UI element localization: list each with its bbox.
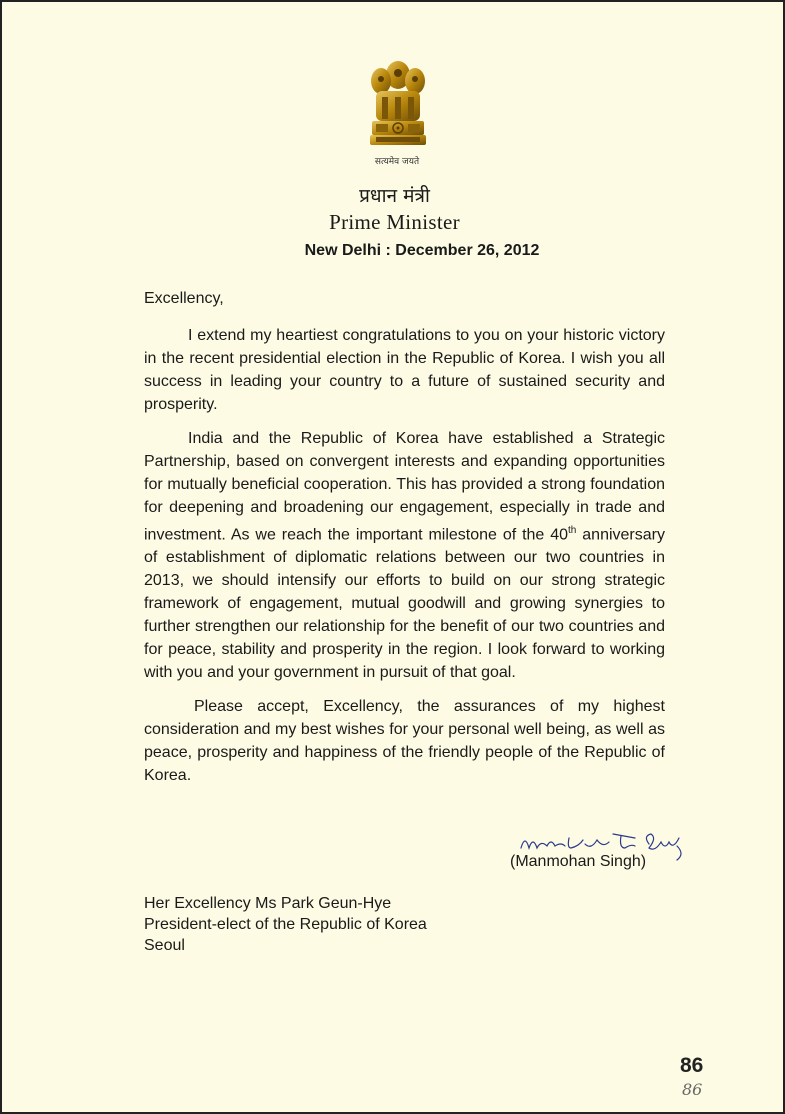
ordinal-suffix: th xyxy=(568,525,577,536)
paragraph-3: Please accept, Excellency, the assurances of my highest consideration and my best wishes for your personal well being, as well as peace, prosperity and happiness of the friendly people of the Republic of Korea. xyxy=(144,698,665,785)
addressee-line-2: President-elect of the Republic of Korea xyxy=(144,916,427,933)
paragraph-2-part-b: anniversary of establishment of diplomatic relations between our two countries in 2013, we should intensify our efforts to build on our strong strategic framework of engagement, mutual goodwill and growing synergies to further strengthen our relationship for the benefit of our two countries and for peace, stability and prosperity in the region. I look forward to working with you and your government in pursuit of that goal. xyxy=(144,526,665,682)
salutation: Excellency, xyxy=(144,290,224,307)
hindi-office-title: प्रधान मंत्री xyxy=(359,185,430,207)
paragraph-1: I extend my heartiest congratulations to you on your historic victory in the recent presidential election in the Republic of Korea. I wish you all success in leading your country to a future of sustained security and prosperity. xyxy=(144,327,665,413)
signatory-name: (Manmohan Singh) xyxy=(510,853,647,870)
paragraph-2-part-a: India and the Republic of Korea have established a Strategic Partnership, based on convergent interests and expanding opportunities for mutually beneficial cooperation. This has provided a strong foundation for deepening and broadening our engagement, especially in trade and investment. As we reach the important milestone of the 40 xyxy=(144,430,665,544)
letter-body xyxy=(144,324,665,798)
addressee-block xyxy=(144,893,427,956)
addressee-line-3: Seoul xyxy=(144,937,185,954)
office-title: Prime Minister xyxy=(329,210,460,234)
place-date: New Delhi : December 26, 2012 xyxy=(304,242,540,259)
state-emblem-icon xyxy=(362,57,434,157)
emblem-motto: सत्यमेव जयते xyxy=(374,157,420,167)
page-number: 86 xyxy=(680,1054,704,1077)
handwritten-page-number: 86 xyxy=(682,1080,703,1099)
addressee-line-1: Her Excellency Ms Park Geun-Hye xyxy=(144,895,392,912)
paragraph-2 xyxy=(144,427,665,684)
